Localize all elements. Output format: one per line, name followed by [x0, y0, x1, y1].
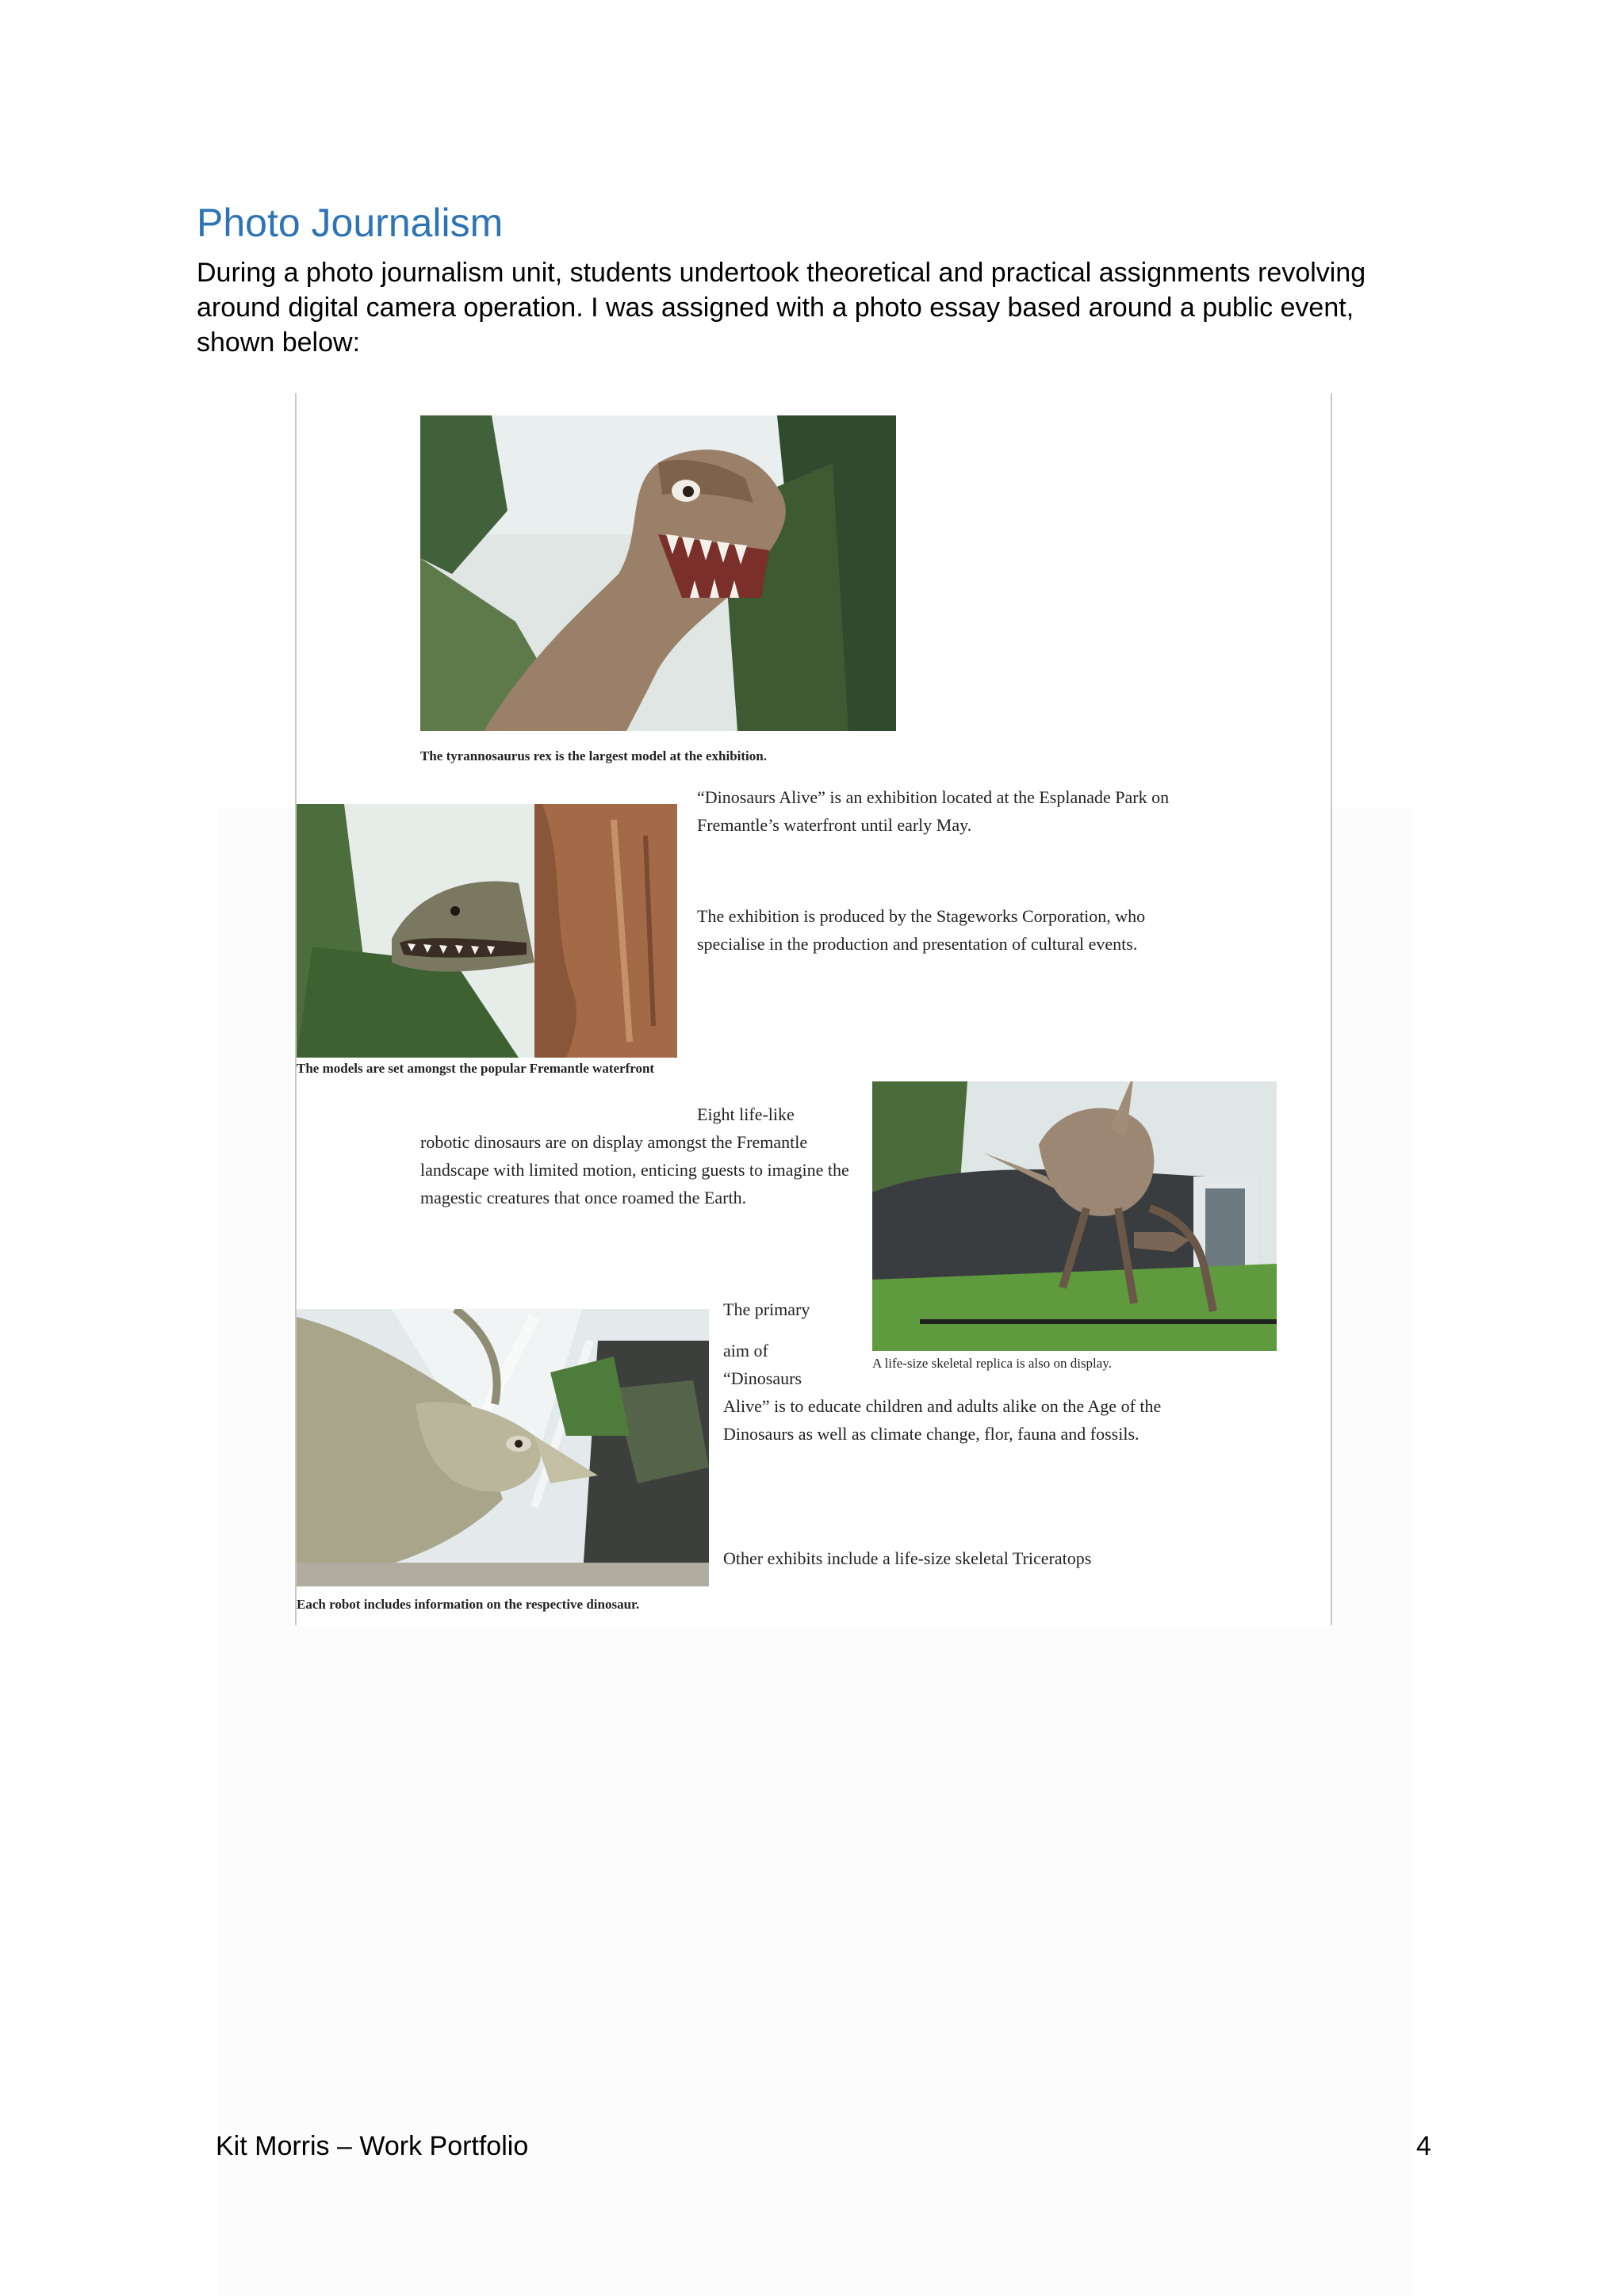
intro-paragraph: During a photo journalism unit, students undertook theoretical and practical assignments revolving around digital camera operation. I was assigned with a photo essay based around a public event, shown below: [197, 258, 1366, 358]
paragraph-aim-3: “Dinosaurs [723, 1368, 802, 1388]
paragraph-robots-lead: Eight life-like [697, 1104, 795, 1124]
footer-page-number: 4 [1416, 2131, 1431, 2161]
trex-photo [420, 415, 896, 731]
paragraph-aim-2: aim of [723, 1341, 768, 1360]
paragraph-other-exhibits: Other exhibits include a life-size skeletal Triceratops [723, 1548, 1092, 1568]
caption-models: The models are set amongst the popular Fremantle waterfront [297, 1061, 655, 1076]
caption-trex: The tyrannosaurus rex is the largest model at the exhibition. [420, 748, 767, 763]
caption-skeleton: A life-size skeletal replica is also on display. [872, 1356, 1112, 1371]
dinosaur-behind-tree-photo [297, 804, 677, 1058]
paragraph-robots: robotic dinosaurs are on display amongst the Fremantle landscape with limited motion, enticing guests to imagine the magestic creatures that once roamed the Earth. [420, 1132, 849, 1207]
paragraph-producer: The exhibition is produced by the Stageworks Corporation, who specialise in the production and presentation of cultural events. [697, 906, 1146, 954]
skeleton-triceratops-photo [872, 1081, 1277, 1351]
paragraph-aim-4: Alive” is to educate children and adults alike on the Age of the Dinosaurs as well as climate change, flor, fauna and fossils. [723, 1396, 1162, 1444]
paragraph-aim-1: The primary [723, 1299, 810, 1319]
caption-robot-info: Each robot includes information on the respective dinosaur. [297, 1597, 640, 1612]
triceratops-robot-photo [297, 1309, 709, 1586]
page-title: Photo Journalism [197, 201, 504, 245]
paragraph-exhibition-intro: “Dinosaurs Alive” is an exhibition located at the Esplanade Park on Fremantle’s waterfront until early May. [697, 787, 1170, 835]
photo-essay [295, 393, 1332, 1625]
footer-author: Kit Morris – Work Portfolio [216, 2131, 529, 2161]
